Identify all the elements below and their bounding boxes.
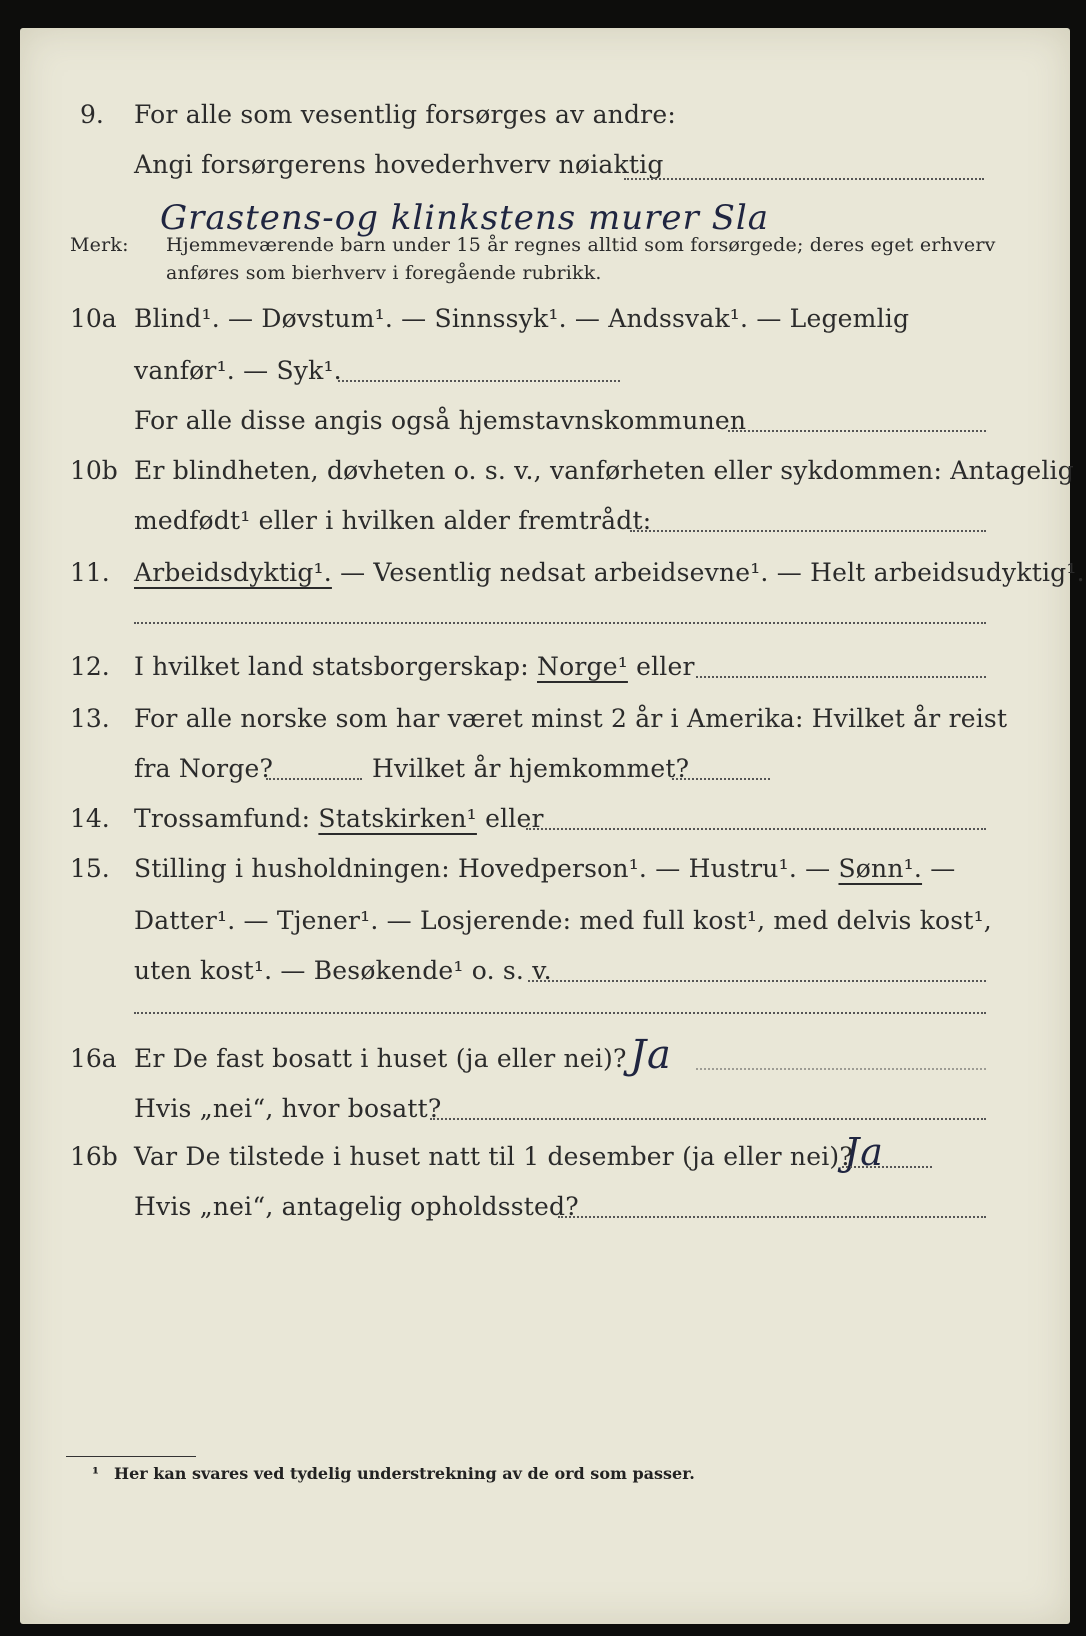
q16b-dotted-line bbox=[842, 1166, 932, 1168]
q16a-number: 16a bbox=[70, 1044, 117, 1073]
q14-text bbox=[134, 804, 544, 833]
merk-line2: anføres som bierhverv i foregående rubrikk. bbox=[166, 262, 602, 284]
q11-text bbox=[134, 558, 1085, 587]
q13-line2b: Hvilket år hjemkommet? bbox=[372, 754, 690, 783]
footnote-text: Her kan svares ved tydelig understrekning av de ord som passer. bbox=[114, 1464, 695, 1483]
q13-dotted-line-2 bbox=[672, 778, 770, 780]
q16a-dotted-line bbox=[430, 1118, 986, 1120]
q13-line2a: fra Norge? bbox=[134, 754, 274, 783]
q10a-line3: For alle disse angis også hjemstavnskommunen bbox=[134, 406, 747, 435]
q10a-number: 10a bbox=[70, 304, 117, 333]
q15-dotted-line bbox=[528, 980, 986, 982]
q10b-line2: medfødt¹ eller i hvilken alder fremtrådt: bbox=[134, 506, 652, 535]
q16b-number: 16b bbox=[70, 1142, 118, 1171]
q9-number: 9. bbox=[80, 100, 104, 129]
q11-number: 11. bbox=[70, 558, 110, 587]
q11-dotted-line bbox=[134, 622, 986, 624]
q10a-dotted-line bbox=[338, 380, 620, 382]
q15-line1 bbox=[134, 854, 955, 883]
q15-line1-text: Stilling i husholdningen: Hovedperson¹. — Hustru¹. — bbox=[134, 854, 831, 883]
q10a-dotted-line-2 bbox=[728, 430, 986, 432]
footnote-mark: ¹ bbox=[92, 1464, 100, 1483]
q14-dotted-line bbox=[526, 828, 986, 830]
q16a-line2: Hvis „nei“, hvor bosatt? bbox=[134, 1094, 442, 1123]
q10b-dotted-line bbox=[630, 530, 986, 532]
q12-question: I hvilket land statsborgerskap: bbox=[134, 652, 529, 681]
q12-dotted-line bbox=[696, 676, 986, 678]
q9-handwritten-answer: Grastens-og klinkstens murer Sla bbox=[160, 198, 770, 238]
q14-question: Trossamfund: bbox=[134, 804, 311, 833]
q11-rest: — Vesentlig nedsat arbeidsevne¹. — Helt arbeidsudyktig¹. bbox=[331, 558, 1085, 587]
q12-underlined-option: Norge¹ bbox=[537, 652, 628, 681]
q11-underlined-option: Arbeidsdyktig¹. bbox=[134, 558, 332, 587]
q16b-line2: Hvis „nei“, antagelig opholdssted? bbox=[134, 1192, 579, 1221]
q13-number: 13. bbox=[70, 704, 110, 733]
q16a-faint-line bbox=[696, 1068, 986, 1070]
q14-number: 14. bbox=[70, 804, 110, 833]
q16a-line1: Er De fast bosatt i huset (ja eller nei)? bbox=[134, 1044, 627, 1073]
q16b-handwritten-answer: Ja bbox=[844, 1130, 884, 1174]
q10b-number: 10b bbox=[70, 456, 118, 485]
q10a-line1: Blind¹. — Døvstum¹. — Sinnssyk¹. — Andssvak¹. — Legemlig bbox=[134, 304, 910, 333]
q9-line2: Angi forsørgerens hovederhverv nøiaktig bbox=[134, 150, 664, 179]
q16a-handwritten-answer: Ja bbox=[630, 1032, 672, 1078]
q12-number: 12. bbox=[70, 652, 110, 681]
q14-underlined-option: Statskirken¹ bbox=[318, 804, 477, 833]
q10a-line2: vanfør¹. — Syk¹. bbox=[134, 356, 342, 385]
footnote-rule bbox=[66, 1456, 196, 1457]
q9-dotted-line bbox=[624, 178, 984, 180]
q12-rest: eller bbox=[627, 652, 695, 681]
q13-dotted-line-1 bbox=[266, 778, 362, 780]
merk-label: Merk: bbox=[70, 234, 129, 256]
q13-line1: For alle norske som har været minst 2 år i Amerika: Hvilket år reist bbox=[134, 704, 1008, 733]
q15-number: 15. bbox=[70, 854, 110, 883]
census-form-page bbox=[20, 28, 1085, 1624]
merk-line1: Hjemmeværende barn under 15 år regnes alltid som forsørgede; deres eget erhverv bbox=[166, 234, 996, 256]
q15-line3: uten kost¹. — Besøkende¹ o. s. v. bbox=[134, 956, 552, 985]
q16b-line1: Var De tilstede i huset natt til 1 desember (ja eller nei)? bbox=[134, 1142, 853, 1171]
q15-underlined-option: Sønn¹. bbox=[838, 854, 923, 883]
q10b-line1: Er blindheten, døvheten o. s. v., vanførheten eller sykdommen: Antagelig bbox=[134, 456, 1074, 485]
q14-rest: eller bbox=[476, 804, 544, 833]
q15-line2: Datter¹. — Tjener¹. — Losjerende: med full kost¹, med delvis kost¹, bbox=[134, 906, 992, 935]
q12-text bbox=[134, 652, 695, 681]
q9-line1: For alle som vesentlig forsørges av andre: bbox=[134, 100, 676, 129]
q15-dotted-line-2 bbox=[134, 1012, 986, 1014]
q16b-dotted-line-2 bbox=[558, 1216, 986, 1218]
q15-line1-dash: — bbox=[922, 854, 956, 883]
